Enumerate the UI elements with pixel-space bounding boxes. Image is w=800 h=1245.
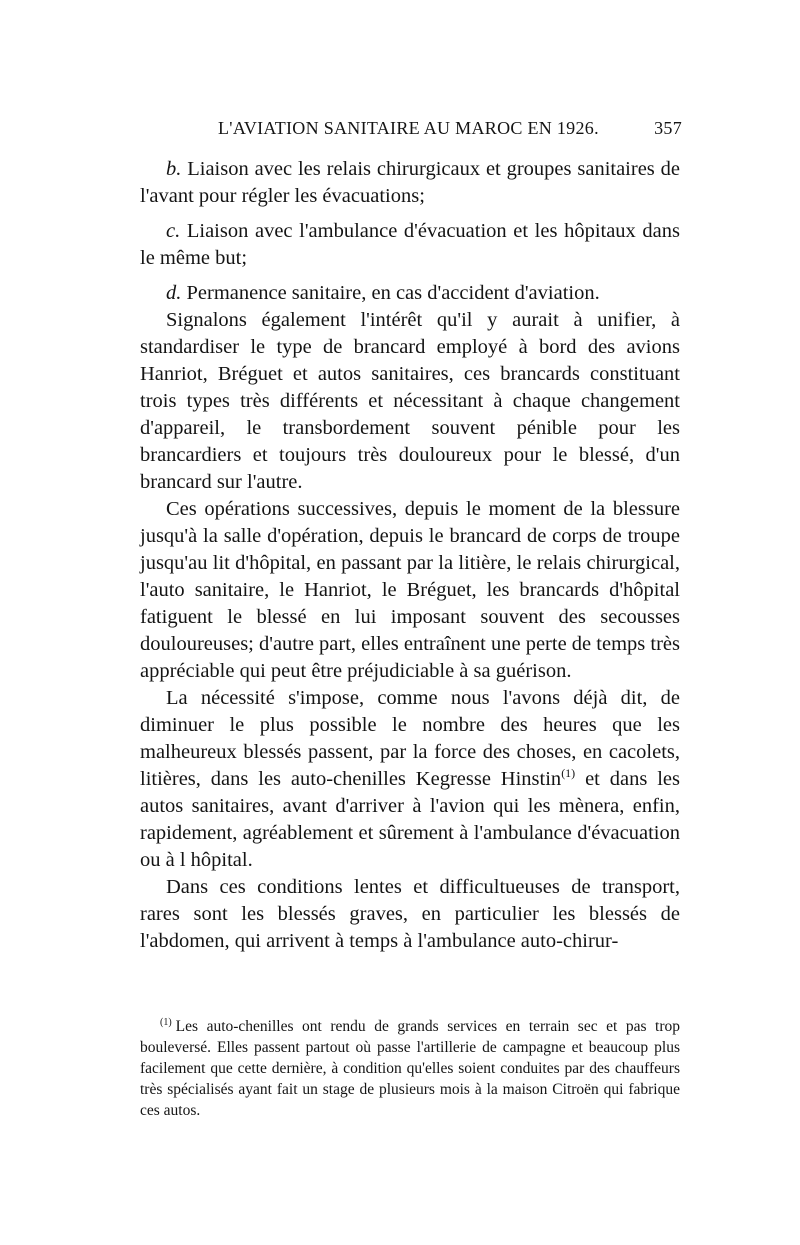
paragraph-successive-operations: Ces opérations successives, depuis le moment de la blessure jusqu'à la salle d'opération, depuis le brancard de corps de troupe jusqu'au lit d'hôpital, en passant par la litière, le relais chirurgical, l'auto sanitaire, le Hanriot, le Bréguet, les brancards d'hôpital fatiguent le blessé en lui imposant souvent des secousses douloureuses; d'autre part, elles entraînent une perte de temps très appréciable qui peut être préjudiciable à sa guérison. bbox=[140, 498, 680, 682]
list-item-marker: d. bbox=[166, 282, 182, 304]
list-item bbox=[140, 280, 680, 307]
list-item-text: Liaison avec l'ambulance d'évacuation et les hôpitaux dans le même but; bbox=[140, 220, 681, 269]
list-item-text: Permanence sanitaire, en cas d'accident d'aviation. bbox=[186, 282, 600, 304]
list-item-marker: c. bbox=[166, 220, 181, 242]
footnote-paragraph bbox=[140, 1016, 680, 1121]
main-text bbox=[140, 156, 680, 955]
footnote-text: Les auto-chenilles ont rendu de grands services en terrain sec et pas trop bouleversé. Elles passent partout où passe l'artillerie de campagne et beaucoup plus facilement que cette dernière, à condition qu'elles soient conduites par des chauffeurs très spécialisés ayant fait un stage de plusieurs mois à la maison Citroën qui fabrique ces autos. bbox=[140, 1018, 680, 1119]
running-title: L'AVIATION SANITAIRE AU MAROC EN 1926. bbox=[218, 118, 599, 138]
list-item bbox=[140, 218, 680, 272]
list-item bbox=[140, 156, 680, 210]
paragraph-transport-conditions: Dans ces conditions lentes et difficultueuses de transport, rares sont les blessés graves, en particulier les blessés de l'abdomen, qui arrivent à temps à l'ambulance auto-chirur- bbox=[140, 876, 680, 952]
page-number: 357 bbox=[654, 118, 682, 138]
footnote bbox=[140, 1016, 680, 1121]
list-item-text: Liaison avec les relais chirurgicaux et groupes sanitaires de l'avant pour régler les évacuations; bbox=[140, 158, 680, 207]
footnote-marker: (1) bbox=[160, 1017, 172, 1028]
paragraph-text: La nécessité s'impose, comme nous l'avons déjà dit, de diminuer le plus possible le nombre des heures que les malheureux blessés passent, par la force des choses, en cacolets, litières, dans les auto-chenilles Kegresse Hinstin bbox=[140, 687, 680, 790]
paragraph-necessity bbox=[140, 685, 680, 874]
footnote-reference[interactable]: (1) bbox=[561, 766, 576, 780]
running-header bbox=[168, 118, 682, 142]
paragraph-text: et dans les autos sanitaires, avant d'arriver à l'avion qui les mènera, enfin, rapidement, agréablement et sûrement à l'ambulance d'évacuation ou à l hôpital. bbox=[140, 768, 680, 871]
paragraph-stretcher-standardization: Signalons également l'intérêt qu'il y aurait à unifier, à standardiser le type de brancard employé à bord des avions Hanriot, Bréguet et autos sanitaires, ces brancards constituant trois types très différents et nécessitant à chaque changement d'appareil, le transbordement souvent pénible pour les brancardiers et toujours très douloureux pour le blessé, d'un brancard sur l'autre. bbox=[140, 309, 680, 493]
list-item-marker: b. bbox=[166, 158, 182, 180]
